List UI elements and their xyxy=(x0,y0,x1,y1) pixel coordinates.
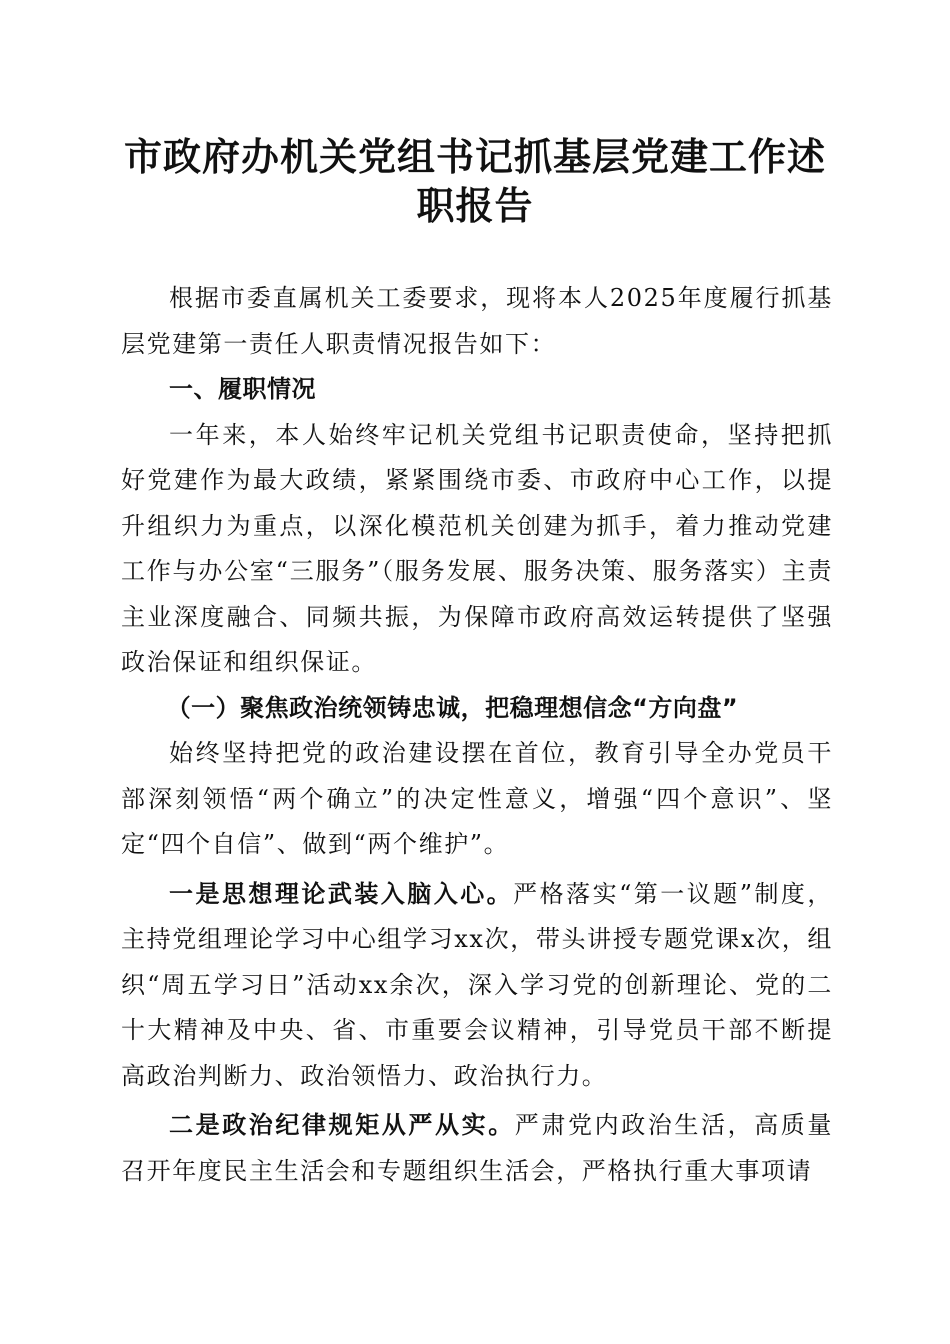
point-text-1: 严格落实“第一议题”制度，主持党组理论学习中心组学习xx次，带头讲授专题党课x次，组织“周五学习日”活动xx余次，深入学习党的创新理论、党的二十大精神及中央、省、市重要会议精神，引导党员干部不断提高政治判断力、政治领悟力、政治执行力。 xyxy=(121,879,833,1090)
point-text-2: 严肃党内政治生活，高质量召开年度民主生活会和专题组织生活会，严格执行重大事项请 xyxy=(121,1111,833,1185)
intro-paragraph: 根据市委直属机关工委要求，现将本人2025年度履行抓基层党建第一责任人职责情况报告如下： xyxy=(121,284,833,358)
point-paragraph-2 xyxy=(121,1103,833,1194)
section-heading: 一、履职情况 xyxy=(169,375,316,403)
point-lead-2: 二是政治纪律规矩从严从实。 xyxy=(169,1111,515,1139)
point-paragraph-1 xyxy=(121,872,833,1100)
section-paragraph: 一年来，本人始终牢记机关党组书记职责使命，坚持把抓好党建作为最大政绩，紧紧围绕市委、市政府中心工作，以提升组织力为重点，以深化模范机关创建为抓手，着力推动党建工作与办公室“三服务”（服务发展、服务决策、服务落实）主责主业深度融合、同频共振，为保障市政府高效运转提供了坚强政治保证和组织保证。 xyxy=(121,420,833,676)
document-title: 市政府办机关党组书记抓基层党建工作述职报告 xyxy=(123,134,826,228)
document-body xyxy=(121,276,833,1194)
subsection-heading: （一）聚焦政治统领铸忠诚，把稳理想信念“方向盘” xyxy=(166,693,739,722)
subsection-paragraph: 始终坚持把党的政治建设摆在首位，教育引导全办党员干部深刻领悟“两个确立”的决定性意义，增强“四个意识”、坚定“四个自信”、做到“两个维护”。 xyxy=(121,739,833,858)
point-lead-1: 一是思想理论武装入脑入心。 xyxy=(169,879,514,908)
